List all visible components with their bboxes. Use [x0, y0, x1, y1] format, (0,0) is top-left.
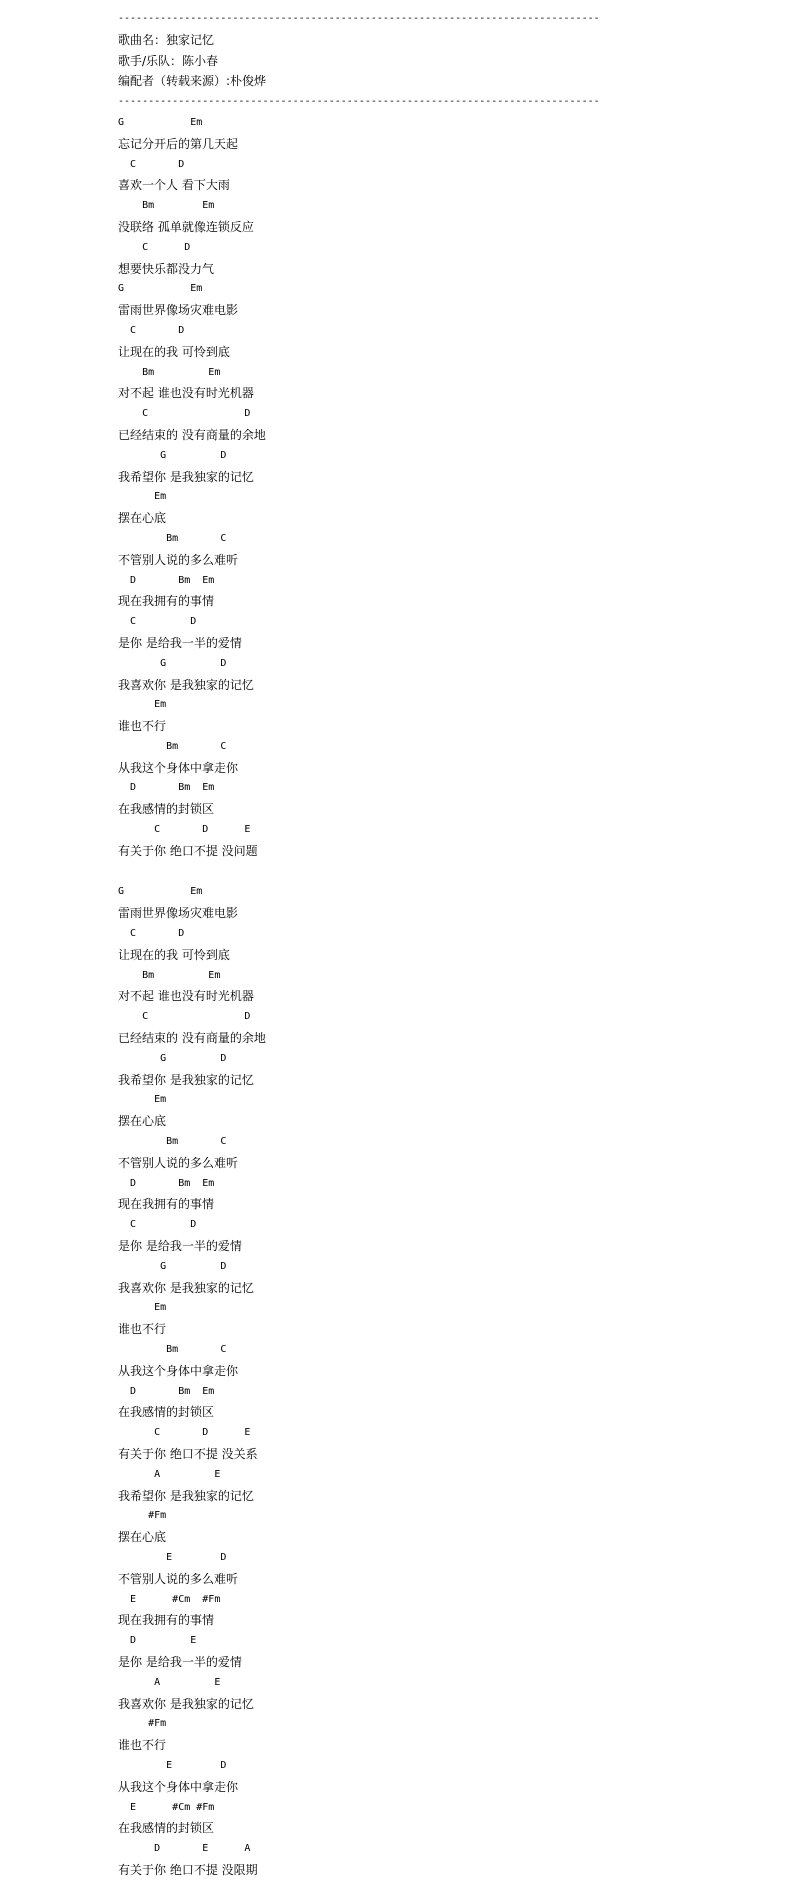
arranger-line: 编配者（转载来源）:朴俊烨 [118, 74, 267, 89]
chord-line: C D [118, 158, 185, 170]
chord-line: G Em [118, 886, 203, 898]
chord-lyric-pair [118, 279, 793, 321]
chord-lyric-pair [118, 1506, 793, 1548]
lyric-line: 喜欢一个人 看下大雨 [118, 178, 230, 193]
chord-lyric-pair [118, 1215, 793, 1257]
lyric-line: 是你 是给我一半的爱情 [118, 1239, 242, 1254]
chord-lyric-pair [118, 196, 793, 238]
lyric-line: 让现在的我 可怜到底 [118, 344, 230, 359]
lyric-line: 现在我拥有的事情 [118, 1613, 215, 1628]
artist-line: 歌手/乐队：陈小春 [118, 53, 219, 68]
chord-lyric-pair [118, 1049, 793, 1091]
chord-line: C D [118, 928, 185, 940]
chord-line: C D E [118, 1427, 251, 1439]
chord-lyric-pair [118, 924, 793, 966]
chord-lyric-pair [118, 1340, 793, 1382]
chord-lyric-pair [118, 1839, 793, 1881]
chord-line: D E [118, 1635, 197, 1647]
lyric-line: 是你 是给我一半的爱情 [118, 635, 242, 650]
chord-line: Bm C [118, 1344, 227, 1355]
lyric-line: 不管别人说的多么难听 [118, 1571, 239, 1586]
chord-lyric-pair [118, 820, 793, 862]
chord-line: D E A [118, 1843, 251, 1855]
chord-lyric-pair [118, 1631, 793, 1673]
lyric-line: 没联络 孤单就像连锁反应 [118, 219, 254, 234]
lyric-line: 我喜欢你 是我独家的记忆 [118, 677, 254, 692]
lyric-line: 雷雨世界像场灾难电影 [118, 906, 239, 921]
chord-lyric-pair [118, 1132, 793, 1174]
chord-line: D Bm Em [118, 574, 215, 586]
chord-line: G D [118, 657, 227, 669]
chord-lyric-pair [118, 966, 793, 1008]
chord-line: Bm Em [118, 366, 221, 378]
chord-line: D Bm Em [118, 1385, 215, 1397]
chord-line: Bm Em [118, 200, 215, 212]
chord-lyric-pair [118, 654, 793, 696]
chord-lyric-pair [118, 1382, 793, 1424]
chord-line: C D [118, 1011, 251, 1023]
chord-line: Bm C [118, 532, 227, 544]
chord-line: Em [118, 699, 167, 711]
lyric-line: 对不起 谁也没有时光机器 [118, 386, 254, 401]
chord-line: Bm C [118, 740, 227, 752]
lyric-line: 我喜欢你 是我独家的记忆 [118, 1280, 254, 1295]
chord-lyric-pair [118, 1090, 793, 1132]
chord-line: #Fm [118, 1510, 167, 1522]
lyric-line: 在我感情的封锁区 [118, 1405, 215, 1420]
separator-line-bottom: -------------------------------------------------------------------------------- [118, 96, 600, 108]
chord-lyric-pair [118, 1423, 793, 1465]
chord-line: C D [118, 408, 251, 420]
chord-line: Bm C [118, 1136, 227, 1148]
chord-line: E #Cm #Fm [118, 1593, 221, 1605]
chord-line: G D [118, 1260, 227, 1272]
lyric-line: 从我这个身体中拿走你 [118, 1779, 239, 1794]
chord-line: G D [118, 449, 227, 461]
chord-lyric-pair [118, 1257, 793, 1299]
lyric-line: 忘记分开后的第几天起 [118, 136, 239, 151]
chord-line: C D [118, 1219, 197, 1231]
lyric-line: 不管别人说的多么难听 [118, 552, 239, 567]
separator-line-top: -------------------------------------------------------------------------------- [118, 13, 600, 24]
chord-lyric-pair [118, 529, 793, 571]
chord-lyric-pair [118, 404, 793, 446]
chord-line: C D [118, 241, 191, 253]
chord-lyric-pair [118, 363, 793, 405]
chord-lyric-pair [118, 1298, 793, 1340]
chord-lyric-pair [118, 882, 793, 924]
chord-lyric-pair [118, 1798, 793, 1840]
lyric-line: 已经结束的 没有商量的余地 [118, 1031, 266, 1046]
chord-lyric-pair [118, 1756, 793, 1798]
song-section-1 [118, 113, 793, 862]
chord-line: G Em [118, 116, 203, 128]
chord-line: A E [118, 1676, 221, 1688]
lyric-line: 是你 是给我一半的爱情 [118, 1654, 242, 1669]
chord-lyric-pair [118, 571, 793, 613]
lyric-line: 现在我拥有的事情 [118, 1197, 215, 1212]
chord-line: G D [118, 1052, 227, 1064]
chord-lyric-pair [118, 778, 793, 820]
chord-lyric-pair [118, 737, 793, 779]
chord-line: C D [118, 324, 185, 336]
lyric-line: 我希望你 是我独家的记忆 [118, 469, 254, 484]
lyric-line: 不管别人说的多么难听 [118, 1155, 239, 1170]
chord-lyric-pair [118, 1590, 793, 1632]
chord-lyric-pair [118, 113, 793, 155]
chord-lyric-pair [118, 155, 793, 197]
lyric-line: 从我这个身体中拿走你 [118, 1363, 239, 1378]
chord-line: Em [118, 1302, 167, 1314]
lyric-line: 摆在心底 [118, 511, 167, 526]
lyric-line: 摆在心底 [118, 1114, 167, 1129]
lyric-line: 摆在心底 [118, 1530, 167, 1545]
chord-line: Em [118, 491, 167, 503]
chord-line: D Bm Em [118, 1177, 215, 1189]
chord-line: E #Cm #Fm [118, 1801, 215, 1813]
lyric-line: 谁也不行 [118, 719, 167, 734]
chord-lyric-pair [118, 1465, 793, 1507]
song-section-2 [118, 882, 793, 1880]
chord-lyric-pair [118, 1007, 793, 1049]
chord-line: C D E [118, 824, 251, 836]
lyric-line: 在我感情的封锁区 [118, 802, 215, 817]
chord-lyric-pair [118, 1714, 793, 1756]
song-name-line: 歌曲名：独家记忆 [118, 32, 215, 47]
lyric-line: 我希望你 是我独家的记忆 [118, 1072, 254, 1087]
chord-line: #Fm [118, 1718, 167, 1730]
lyric-line: 我希望你 是我独家的记忆 [118, 1488, 254, 1503]
lyric-line: 从我这个身体中拿走你 [118, 760, 239, 775]
lyric-line: 有关于你 绝口不提 没关系 [118, 1446, 258, 1461]
lyric-line: 我喜欢你 是我独家的记忆 [118, 1696, 254, 1711]
chord-lyric-pair [118, 695, 793, 737]
lyric-line: 让现在的我 可怜到底 [118, 947, 230, 962]
chord-line: D Bm Em [118, 782, 215, 794]
chord-lyric-pair [118, 1673, 793, 1715]
chord-lyric-pair [118, 487, 793, 529]
lyric-line: 谁也不行 [118, 1738, 167, 1753]
chord-lyric-pair [118, 238, 793, 280]
chord-line: E D [118, 1759, 227, 1771]
chord-line: A E [118, 1468, 221, 1480]
lyric-line: 有关于你 绝口不提 没限期 [118, 1862, 258, 1877]
lyric-line: 谁也不行 [118, 1322, 167, 1337]
chord-lyric-pair [118, 446, 793, 488]
chord-line: G Em [118, 283, 203, 295]
chord-lyric-pair [118, 1174, 793, 1216]
chord-lyric-pair [118, 1548, 793, 1590]
chord-line: Bm Em [118, 969, 221, 981]
chord-line: C D [118, 616, 197, 628]
chord-lyric-pair [118, 321, 793, 363]
lyric-line: 对不起 谁也没有时光机器 [118, 989, 254, 1004]
lyric-line: 现在我拥有的事情 [118, 594, 215, 609]
lyric-line: 想要快乐都没力气 [118, 261, 215, 276]
chord-line: E D [118, 1551, 227, 1563]
chord-lyric-pair [118, 612, 793, 654]
lyric-line: 在我感情的封锁区 [118, 1821, 215, 1836]
lyric-line: 有关于你 绝口不提 没问题 [118, 843, 258, 858]
chord-line: Em [118, 1094, 167, 1106]
lyric-line: 雷雨世界像场灾难电影 [118, 303, 239, 318]
lyric-line: 已经结束的 没有商量的余地 [118, 427, 266, 442]
